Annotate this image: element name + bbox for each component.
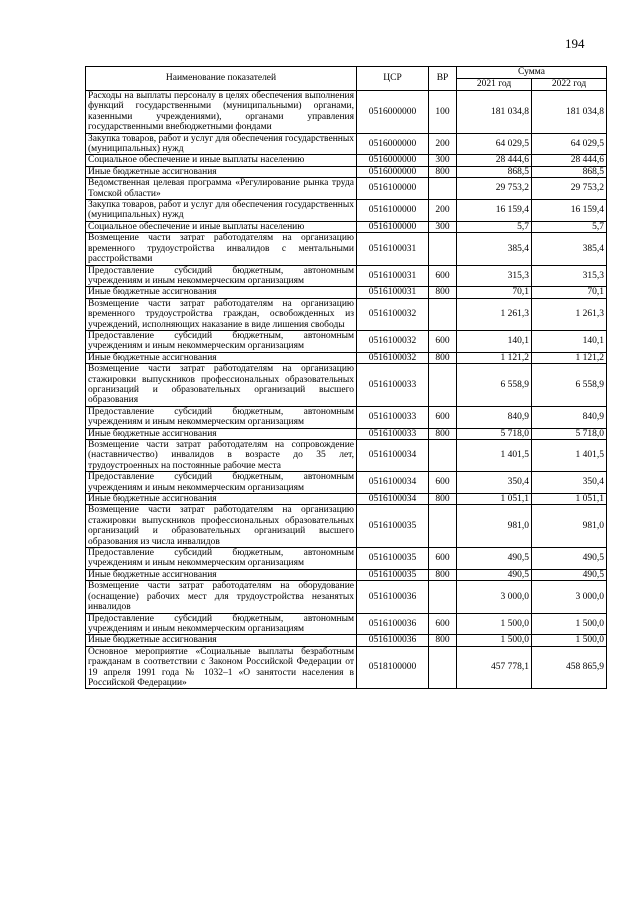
row-vr-cell: 600	[429, 472, 457, 494]
row-sum-2022-cell: 29 753,2	[532, 178, 607, 200]
row-sum-2021-cell: 1 500,0	[457, 635, 532, 646]
row-csr-cell: 0516000000	[357, 166, 429, 177]
header-csr: ЦСР	[357, 67, 429, 91]
row-vr-cell: 800	[429, 428, 457, 439]
row-name-cell: Закупка товаров, работ и услуг для обеспечения государственных (муниципальных) нужд	[86, 133, 357, 155]
row-sum-2022-cell: 868,5	[532, 166, 607, 177]
table-header	[86, 67, 607, 91]
table-row	[86, 613, 607, 635]
row-vr-cell: 800	[429, 635, 457, 646]
row-name-cell: Иные бюджетные ассигнования	[86, 428, 357, 439]
row-vr-cell: 600	[429, 548, 457, 570]
header-name: Наименование показателей	[86, 67, 357, 91]
table-row	[86, 166, 607, 177]
row-sum-2021-cell: 1 121,2	[457, 352, 532, 363]
row-name-cell: Предоставление субсидий бюджетным, автономным учреждениям и иным некоммерческим организациям	[86, 472, 357, 494]
row-csr-cell: 0516100032	[357, 330, 429, 352]
row-sum-2021-cell: 490,5	[457, 548, 532, 570]
row-sum-2022-cell: 6 558,9	[532, 364, 607, 407]
row-name-cell: Ведомственная целевая программа «Регулирование рынка труда Томской области»	[86, 178, 357, 200]
table-row	[86, 505, 607, 548]
row-sum-2021-cell: 385,4	[457, 233, 532, 265]
header-year-2022: 2022 год	[532, 79, 607, 91]
page-number: 194	[565, 36, 585, 51]
row-sum-2022-cell: 181 034,8	[532, 91, 607, 134]
row-sum-2021-cell: 5,7	[457, 221, 532, 232]
row-sum-2022-cell: 490,5	[532, 569, 607, 580]
row-sum-2022-cell: 64 029,5	[532, 133, 607, 155]
row-sum-2022-cell: 70,1	[532, 287, 607, 298]
row-vr-cell	[429, 178, 457, 200]
row-csr-cell: 0516100036	[357, 635, 429, 646]
table-row	[86, 428, 607, 439]
row-name-cell: Возмещение части затрат работодателям на организацию временного трудоустройства граждан, освобожденных из учреждений, исполняющих наказание в виде лишения свободы	[86, 298, 357, 330]
row-sum-2021-cell: 28 444,6	[457, 155, 532, 166]
row-sum-2021-cell: 64 029,5	[457, 133, 532, 155]
row-vr-cell	[429, 440, 457, 472]
row-csr-cell: 0516100033	[357, 364, 429, 407]
table-row	[86, 265, 607, 287]
row-sum-2021-cell: 29 753,2	[457, 178, 532, 200]
table-row	[86, 635, 607, 646]
row-name-cell: Социальное обеспечение и иные выплаты населению	[86, 155, 357, 166]
row-csr-cell: 0516100000	[357, 221, 429, 232]
row-csr-cell: 0516100035	[357, 548, 429, 570]
row-name-cell: Основное мероприятие «Социальные выплаты безработным гражданам в соответствии с Законом Российской Федерации от 19 апреля 1991 года № 1032–1 «О занятости населения в Российской Федерации»	[86, 646, 357, 689]
row-sum-2021-cell: 350,4	[457, 472, 532, 494]
row-sum-2021-cell: 457 778,1	[457, 646, 532, 689]
row-vr-cell: 100	[429, 91, 457, 134]
table-row	[86, 494, 607, 505]
table-row	[86, 233, 607, 265]
row-sum-2021-cell: 981,0	[457, 505, 532, 548]
row-name-cell: Иные бюджетные ассигнования	[86, 287, 357, 298]
row-csr-cell: 0516000000	[357, 155, 429, 166]
row-vr-cell: 200	[429, 133, 457, 155]
row-vr-cell: 800	[429, 352, 457, 363]
row-sum-2022-cell: 840,9	[532, 406, 607, 428]
row-csr-cell: 0516100033	[357, 428, 429, 439]
row-vr-cell: 800	[429, 287, 457, 298]
row-name-cell: Возмещение части затрат работодателям на оборудование (оснащение) рабочих мест для трудоустройства незанятых инвалидов	[86, 581, 357, 613]
row-csr-cell: 0516100034	[357, 440, 429, 472]
row-vr-cell	[429, 505, 457, 548]
row-vr-cell: 800	[429, 569, 457, 580]
table-row	[86, 646, 607, 689]
row-name-cell: Возмещение части затрат работодателям на сопровождение (наставничество) инвалидов в возрасте до 35 лет, трудоустроенных на постоянные рабочие места	[86, 440, 357, 472]
row-name-cell: Возмещение части затрат работодателям на организацию стажировки выпускников профессиональных образовательных организаций и образовательных организаций высшего образования	[86, 364, 357, 407]
row-vr-cell	[429, 364, 457, 407]
row-name-cell: Предоставление субсидий бюджетным, автономным учреждениям и иным некоммерческим организациям	[86, 406, 357, 428]
row-csr-cell: 0516100031	[357, 265, 429, 287]
row-sum-2021-cell: 840,9	[457, 406, 532, 428]
row-sum-2021-cell: 1 500,0	[457, 613, 532, 635]
row-vr-cell: 600	[429, 330, 457, 352]
table-row	[86, 200, 607, 222]
table-row	[86, 330, 607, 352]
table-row	[86, 155, 607, 166]
row-sum-2021-cell: 181 034,8	[457, 91, 532, 134]
row-name-cell: Возмещение части затрат работодателям на организацию временного трудоустройства инвалидов с ментальными расстройствами	[86, 233, 357, 265]
row-sum-2022-cell: 1 261,3	[532, 298, 607, 330]
row-csr-cell: 0518100000	[357, 646, 429, 689]
row-vr-cell	[429, 298, 457, 330]
row-name-cell: Возмещение части затрат работодателям на организацию стажировки выпускников профессиональных образовательных организаций и образовательных организаций высшего образования из числа инвалидов	[86, 505, 357, 548]
row-vr-cell: 300	[429, 155, 457, 166]
row-csr-cell: 0516100032	[357, 298, 429, 330]
row-sum-2022-cell: 385,4	[532, 233, 607, 265]
row-sum-2021-cell: 1 051,1	[457, 494, 532, 505]
row-name-cell: Расходы на выплаты персоналу в целях обеспечения выполнения функций государственными (муниципальными) органами, казенными учреждениями), органами управления государственными внебюджетными фондами	[86, 91, 357, 134]
row-vr-cell	[429, 646, 457, 689]
row-csr-cell: 0516100035	[357, 505, 429, 548]
row-vr-cell: 800	[429, 494, 457, 505]
row-vr-cell: 600	[429, 265, 457, 287]
row-sum-2021-cell: 3 000,0	[457, 581, 532, 613]
row-vr-cell: 600	[429, 613, 457, 635]
budget-table	[85, 66, 607, 689]
table-row	[86, 133, 607, 155]
table-row	[86, 221, 607, 232]
row-csr-cell: 0516100034	[357, 472, 429, 494]
row-name-cell: Иные бюджетные ассигнования	[86, 569, 357, 580]
row-csr-cell: 0516000000	[357, 91, 429, 134]
row-sum-2022-cell: 1 401,5	[532, 440, 607, 472]
row-sum-2021-cell: 140,1	[457, 330, 532, 352]
row-csr-cell: 0516100035	[357, 569, 429, 580]
row-sum-2022-cell: 140,1	[532, 330, 607, 352]
row-sum-2021-cell: 5 718,0	[457, 428, 532, 439]
row-vr-cell: 300	[429, 221, 457, 232]
row-vr-cell	[429, 233, 457, 265]
table-row	[86, 287, 607, 298]
row-name-cell: Иные бюджетные ассигнования	[86, 352, 357, 363]
table-row	[86, 352, 607, 363]
table-row	[86, 91, 607, 134]
row-sum-2021-cell: 868,5	[457, 166, 532, 177]
table-row	[86, 548, 607, 570]
row-sum-2022-cell: 315,3	[532, 265, 607, 287]
row-name-cell: Иные бюджетные ассигнования	[86, 166, 357, 177]
row-sum-2021-cell: 1 261,3	[457, 298, 532, 330]
row-csr-cell: 0516100036	[357, 581, 429, 613]
row-sum-2021-cell: 16 159,4	[457, 200, 532, 222]
row-sum-2022-cell: 3 000,0	[532, 581, 607, 613]
row-csr-cell: 0516100000	[357, 178, 429, 200]
table-row	[86, 364, 607, 407]
table-row	[86, 406, 607, 428]
row-vr-cell	[429, 581, 457, 613]
row-sum-2021-cell: 6 558,9	[457, 364, 532, 407]
row-sum-2022-cell: 1 051,1	[532, 494, 607, 505]
row-sum-2021-cell: 70,1	[457, 287, 532, 298]
table-row	[86, 440, 607, 472]
row-sum-2022-cell: 458 865,9	[532, 646, 607, 689]
table-row	[86, 298, 607, 330]
row-csr-cell: 0516100034	[357, 494, 429, 505]
row-name-cell: Предоставление субсидий бюджетным, автономным учреждениям и иным некоммерческим организациям	[86, 330, 357, 352]
table-row	[86, 581, 607, 613]
row-sum-2022-cell: 5 718,0	[532, 428, 607, 439]
row-name-cell: Предоставление субсидий бюджетным, автономным учреждениям и иным некоммерческим организациям	[86, 613, 357, 635]
table-row	[86, 569, 607, 580]
row-sum-2022-cell: 5,7	[532, 221, 607, 232]
row-csr-cell: 0516100000	[357, 200, 429, 222]
row-csr-cell: 0516100032	[357, 352, 429, 363]
row-sum-2021-cell: 315,3	[457, 265, 532, 287]
row-name-cell: Социальное обеспечение и иные выплаты населению	[86, 221, 357, 232]
row-sum-2022-cell: 1 500,0	[532, 613, 607, 635]
header-year-2021: 2021 год	[457, 79, 532, 91]
row-name-cell: Иные бюджетные ассигнования	[86, 635, 357, 646]
row-csr-cell: 0516100031	[357, 287, 429, 298]
row-vr-cell: 800	[429, 166, 457, 177]
row-csr-cell: 0516100031	[357, 233, 429, 265]
row-name-cell: Закупка товаров, работ и услуг для обеспечения государственных (муниципальных) нужд	[86, 200, 357, 222]
row-vr-cell: 200	[429, 200, 457, 222]
table-body	[86, 91, 607, 689]
row-sum-2022-cell: 16 159,4	[532, 200, 607, 222]
row-sum-2022-cell: 1 500,0	[532, 635, 607, 646]
table-row	[86, 178, 607, 200]
row-name-cell: Предоставление субсидий бюджетным, автономным учреждениям и иным некоммерческим организациям	[86, 265, 357, 287]
row-sum-2022-cell: 981,0	[532, 505, 607, 548]
row-sum-2022-cell: 350,4	[532, 472, 607, 494]
row-csr-cell: 0516100036	[357, 613, 429, 635]
row-name-cell: Иные бюджетные ассигнования	[86, 494, 357, 505]
row-vr-cell: 600	[429, 406, 457, 428]
header-vr: ВР	[429, 67, 457, 91]
table-row	[86, 472, 607, 494]
row-sum-2022-cell: 490,5	[532, 548, 607, 570]
row-sum-2022-cell: 28 444,6	[532, 155, 607, 166]
row-name-cell: Предоставление субсидий бюджетным, автономным учреждениям и иным некоммерческим организациям	[86, 548, 357, 570]
row-sum-2021-cell: 1 401,5	[457, 440, 532, 472]
row-csr-cell: 0516000000	[357, 133, 429, 155]
header-sum: Сумма	[457, 67, 607, 79]
row-csr-cell: 0516100033	[357, 406, 429, 428]
row-sum-2022-cell: 1 121,2	[532, 352, 607, 363]
row-sum-2021-cell: 490,5	[457, 569, 532, 580]
